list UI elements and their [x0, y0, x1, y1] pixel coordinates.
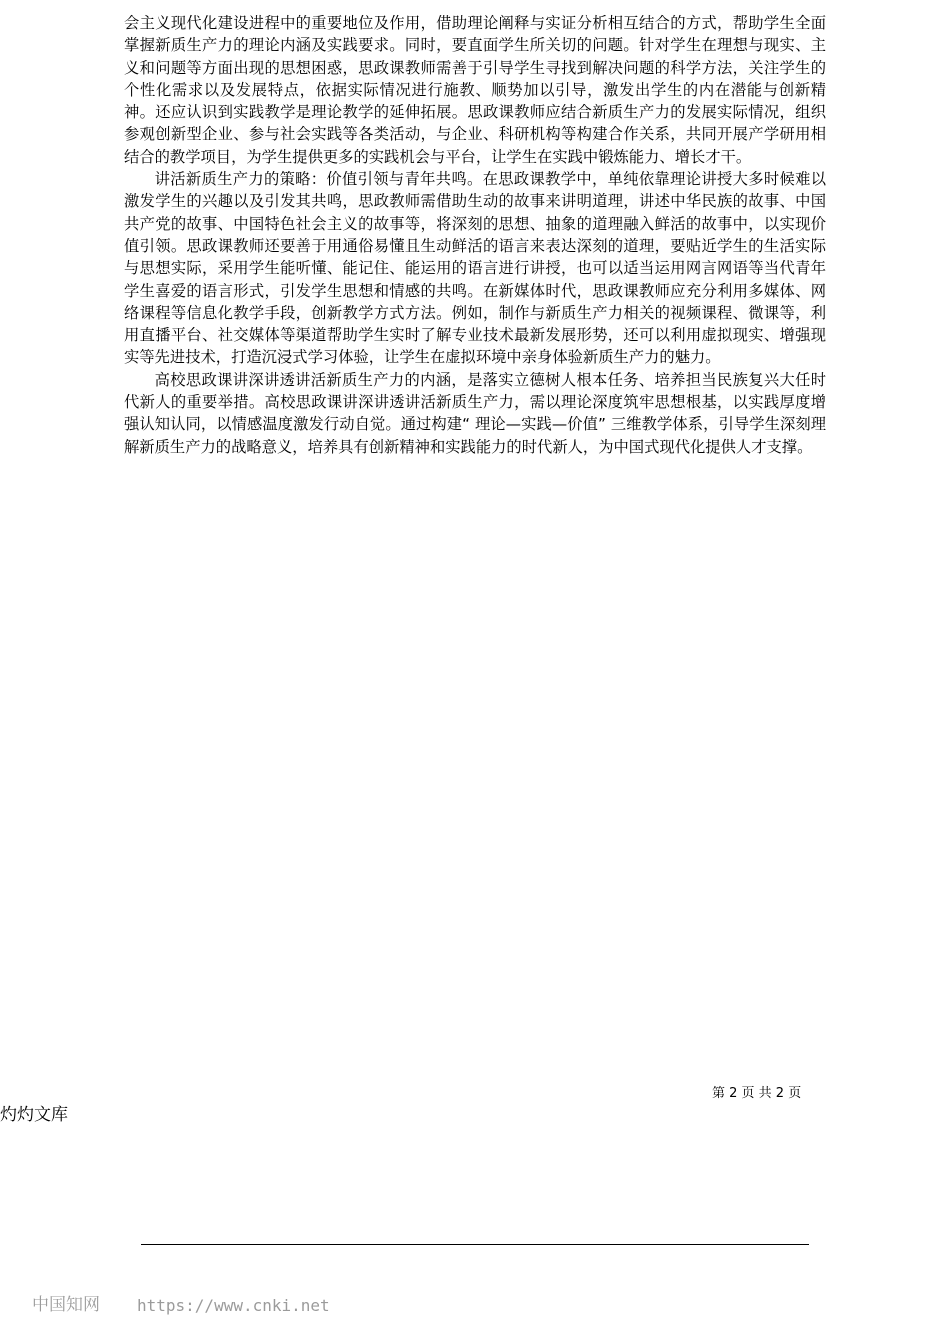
- document-body: [124, 12, 826, 458]
- footer-divider: [141, 1244, 809, 1245]
- footer-brand: 中国知网: [32, 1295, 100, 1315]
- body-paragraph-1: 会主义现代化建设进程中的重要地位及作用，借助理论阐释与实证分析相互结合的方式，帮助学生全面掌握新质生产力的理论内涵及实践要求。同时，要直面学生所关切的问题。针对学生在理想与现实、主义和问题等方面出现的思想困惑，思政课教师需善于引导学生寻找到解决问题的科学方法，关注学生的个性化需求以及发展特点，依据实际情况进行施教、顺势加以引导，激发出学生的内在潜能与创新精神。还应认识到实践教学是理论教学的延伸拓展。思政课教师应结合新质生产力的发展实际情况，组织参观创新型企业、参与社会实践等各类活动，与企业、科研机构等构建合作关系，共同开展产学研用相结合的教学项目，为学生提供更多的实践机会与平台，让学生在实践中锻炼能力、增长才干。: [124, 14, 826, 166]
- body-paragraph-3: 高校思政课讲深讲透讲活新质生产力的内涵，是落实立德树人根本任务、培养担当民族复兴大任时代新人的重要举措。高校思政课讲深讲透讲活新质生产力，需以理论深度筑牢思想根基，以实践厚度增强认知认同，以情感温度激发行动自觉。通过构建“ 理论—实践—价值” 三维教学体系，引导学生深刻理解新质生产力的战略意义，培养具有创新精神和实践能力的时代新人，为中国式现代化提供人才支撑。: [124, 370, 826, 456]
- page-number: 第 2 页 共 2 页: [712, 1086, 802, 1101]
- library-watermark: 灼灼文库: [0, 1105, 68, 1125]
- body-paragraph-2: 讲活新质生产力的策略：价值引领与青年共鸣。在思政课教学中，单纯依靠理论讲授大多时候难以激发学生的兴趣以及引发其共鸣，思政教师需借助生动的故事来讲明道理，讲述中华民族的故事、中国共产党的故事、中国特色社会主义的故事等，将深刻的思想、抽象的道理融入鲜活的故事中，以实现价值引领。思政课教师还要善于用通俗易懂且生动鲜活的语言来表达深刻的道理，要贴近学生的生活实际与思想实际，采用学生能听懂、能记住、能运用的语言进行讲授，也可以适当运用网言网语等当代青年学生喜爱的语言形式，引发学生思想和情感的共鸣。在新媒体时代，思政课教师应充分利用多媒体、网络课程等信息化教学手段，创新教学方式方法。例如，制作与新质生产力相关的视频课程、微课等，利用直播平台、社交媒体等渠道帮助学生实时了解专业技术最新发展形势，还可以利用虚拟现实、增强现实等先进技术，打造沉浸式学习体验，让学生在虚拟环境中亲身体验新质生产力的魅力。: [124, 170, 826, 367]
- footer-url-link[interactable]: https://www.cnki.net: [137, 1296, 330, 1315]
